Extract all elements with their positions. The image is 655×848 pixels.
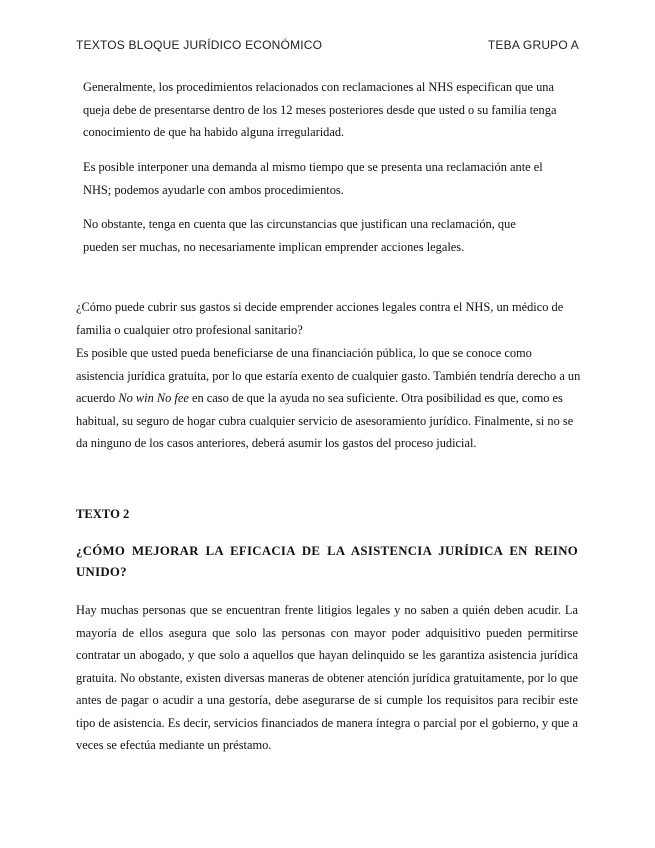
- section-title: ¿CÓMO MEJORAR LA EFICACIA DE LA ASISTENCIA JURÍDICA EN REINO UNIDO?: [76, 544, 578, 579]
- paragraph-simultaneous-claim: Es posible interponer una demanda al mismo tiempo que se presenta una reclamación ante el NHS; podemos ayudarle con ambos procedimientos.: [83, 160, 543, 197]
- header-left-title: TEXTOS BLOQUE JURÍDICO ECONÓMICO: [76, 38, 323, 52]
- page-header: [76, 38, 579, 54]
- paragraph-complaint-deadline: Generalmente, los procedimientos relacionados con reclamaciones al NHS especifican que una queja debe de presentarse dentro de los 12 meses posteriores desde que usted o su familia tenga conocimiento de que ha habido alguna irregularidad.: [83, 80, 557, 139]
- paragraph-circumstances: No obstante, tenga en cuenta que las circunstancias que justifican una reclamación, que pueden ser muchas, no necesariamente implican emprender acciones legales.: [83, 217, 516, 254]
- section-label: TEXTO 2: [76, 507, 130, 521]
- section-body: Hay muchas personas que se encuentran frente litigios legales y no saben a quién deben acudir. La mayoría de ellos asegura que solo las personas con mayor poder adquisitivo pueden permitirse contratar un abogado, y que solo a aquellos que hayan delinquido se les garantiza asistencia jurídica gratuita. No obstante, existen diversas maneras de obtener atención jurídica gratuitamente, por lo que antes de pagar o acudir a una gestoría, debe asegurarse de si cumple los requisitos para recibir este tipo de asistencia. Es decir, servicios financiados de manera íntegra o parcial por el gobierno, y que a veces se efectúa mediante un préstamo.: [76, 603, 578, 752]
- answer-text-before: Es posible que usted pueda beneficiarse de una financiación pública, lo que se conoce como asistencia jurídica gratuita, por lo que estaría exento de cualquier gasto. También tendría derecho a un acuerdo: [76, 346, 581, 405]
- header-right-title: TEBA GRUPO A: [487, 38, 579, 52]
- answer-costs: [76, 342, 581, 455]
- answer-text-after: en caso de que la ayuda no sea suficiente. Otra posibilidad es que, como es habitual, su seguro de hogar cubra cualquier servicio de asesoramiento jurídico. Finalmente, si no se da ninguno de los casos anteriores, deberá asumir los gastos del proceso judicial.: [76, 391, 574, 450]
- answer-italic-term: No win No fee: [118, 391, 189, 405]
- question-costs: ¿Cómo puede cubrir sus gastos si decide emprender acciones legales contra el NHS, un médico de familia o cualquier otro profesional sanitario?: [76, 300, 564, 337]
